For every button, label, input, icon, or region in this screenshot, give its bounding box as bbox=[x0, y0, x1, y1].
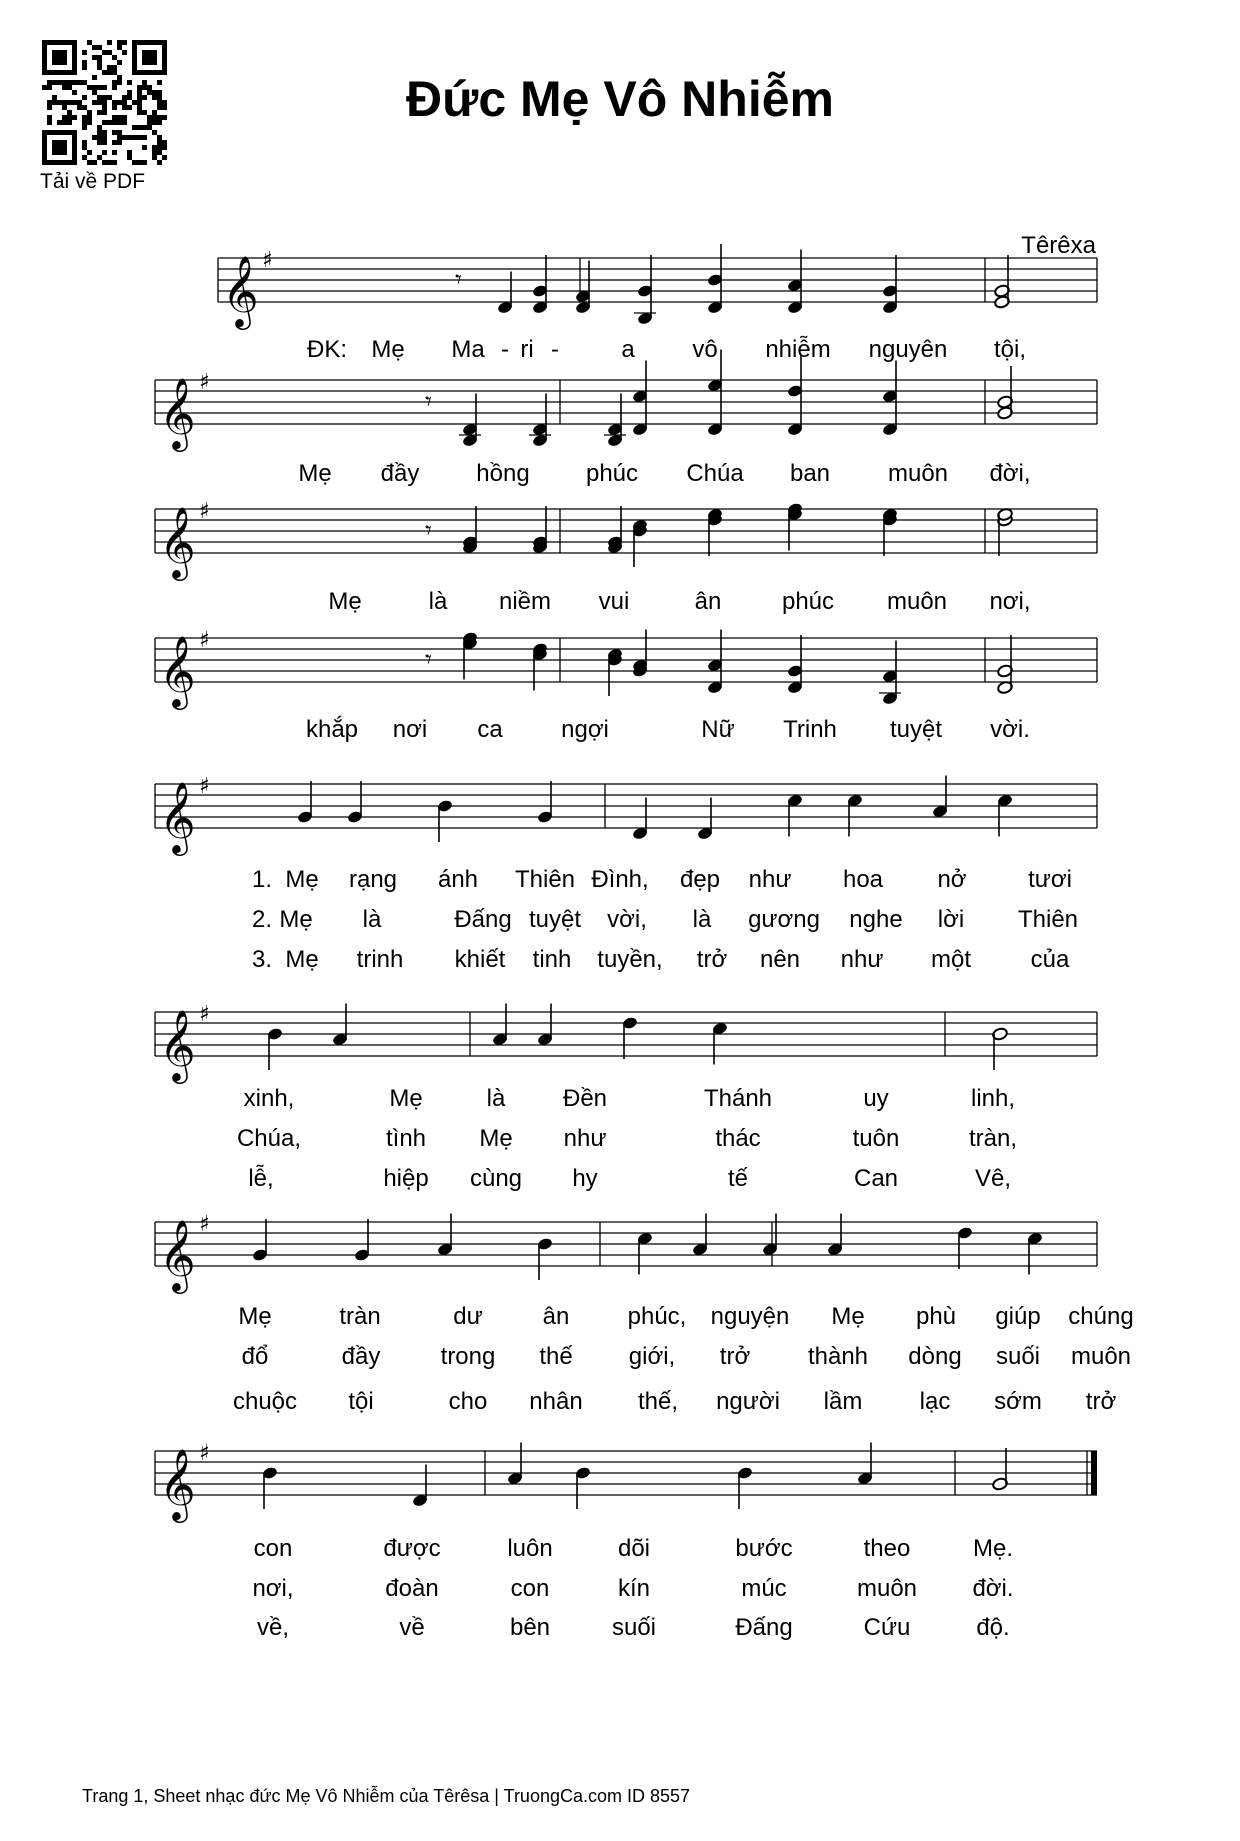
verse-word: giới, bbox=[628, 1343, 676, 1370]
refrain-word: khắp bbox=[305, 716, 359, 743]
verse-word: Thiên bbox=[514, 866, 576, 893]
refrain-word: tội, bbox=[993, 336, 1027, 363]
refrain-word: nhiễm bbox=[765, 336, 831, 363]
page-footer: Trang 1, Sheet nhạc đức Mẹ Vô Nhiễm của Têrêsa | TruongCa.com ID 8557 bbox=[82, 1786, 691, 1806]
verse-word: kín bbox=[617, 1575, 651, 1602]
refrain-word: ri bbox=[520, 336, 534, 363]
verse-word: trở bbox=[696, 946, 728, 973]
verse-word: uy bbox=[863, 1085, 889, 1112]
verse-word: con bbox=[510, 1575, 550, 1602]
verse-word: linh, bbox=[970, 1085, 1016, 1112]
verse-word: như bbox=[840, 946, 884, 973]
refrain-word: Mẹ bbox=[328, 588, 362, 615]
verse-word: lời bbox=[937, 906, 965, 933]
verse-word: nở bbox=[937, 866, 967, 893]
refrain-word: Chúa bbox=[686, 460, 744, 487]
eighth-rest-icon: 𝄾 bbox=[425, 645, 432, 675]
treble-clef-icon: 𝄞 bbox=[159, 1218, 196, 1291]
verse-word: được bbox=[383, 1535, 441, 1562]
verse-word: người bbox=[716, 1388, 780, 1415]
sharp-icon: ♯ bbox=[199, 499, 210, 524]
refrain-word: Mẹ bbox=[298, 460, 332, 487]
sharp-icon: ♯ bbox=[199, 774, 210, 799]
composer-name: Têrêxa bbox=[1021, 232, 1096, 259]
treble-clef-icon: 𝄞 bbox=[159, 634, 196, 707]
sharp-icon: ♯ bbox=[199, 628, 210, 653]
refrain-word: muôn bbox=[886, 588, 948, 615]
verse-word: tình bbox=[385, 1125, 427, 1152]
refrain-word: Nữ bbox=[701, 716, 735, 743]
verse-word: Mẹ bbox=[285, 946, 319, 973]
verse-word: lầm bbox=[823, 1388, 863, 1415]
verse-word: thế, bbox=[637, 1388, 679, 1415]
refrain-word: phúc bbox=[781, 588, 835, 615]
refrain-word: ca bbox=[477, 716, 503, 743]
verse-word: đẹp bbox=[679, 866, 721, 893]
verse-word: trở bbox=[719, 1343, 751, 1370]
page-title: Đức Mẹ Vô Nhiễm bbox=[406, 71, 834, 127]
verse-word: Can bbox=[853, 1165, 899, 1192]
treble-clef-icon: 𝄞 bbox=[159, 780, 196, 853]
refrain-word: Trinh bbox=[783, 716, 837, 743]
refrain-word: phúc bbox=[585, 460, 639, 487]
refrain-word: ngợi bbox=[561, 716, 609, 743]
verse-word: nơi, bbox=[252, 1575, 294, 1602]
treble-clef-icon: 𝄞 bbox=[159, 376, 196, 449]
verse-word: Mẹ bbox=[279, 906, 313, 933]
refrain-word: là bbox=[428, 588, 448, 615]
verse-word: Thiên bbox=[1017, 906, 1079, 933]
verse-word: Mẹ bbox=[479, 1125, 513, 1152]
verse-word: Mẹ bbox=[285, 866, 319, 893]
verse-word: Mẹ bbox=[831, 1303, 865, 1330]
verse-word: theo bbox=[863, 1535, 911, 1562]
verse-word: tràn, bbox=[968, 1125, 1018, 1152]
verse-word: Đấng bbox=[735, 1614, 793, 1641]
verse-word: tội bbox=[348, 1388, 374, 1415]
verse-word: muôn bbox=[856, 1575, 918, 1602]
verse-word: đổ bbox=[241, 1343, 269, 1370]
verse-word: Chúa, bbox=[236, 1125, 302, 1152]
refrain-word: Ma bbox=[451, 336, 485, 363]
verse-word: cho bbox=[448, 1388, 488, 1415]
verse-word: xinh, bbox=[243, 1085, 295, 1112]
verse-word: đời. bbox=[972, 1575, 1014, 1602]
verse-word: về, bbox=[256, 1614, 290, 1641]
sharp-icon: ♯ bbox=[199, 1002, 210, 1027]
verse-word: múc bbox=[741, 1575, 787, 1602]
treble-clef-icon: 𝄞 bbox=[159, 1008, 196, 1081]
eighth-rest-icon: 𝄾 bbox=[425, 516, 432, 546]
verse-word: tuôn bbox=[852, 1125, 900, 1152]
sharp-icon: ♯ bbox=[262, 248, 273, 273]
verse-word: Vê, bbox=[974, 1165, 1012, 1192]
verse-number: 1. bbox=[251, 866, 273, 893]
refrain-word: ân bbox=[694, 588, 722, 615]
verse-word: là bbox=[486, 1085, 506, 1112]
refrain-word: vời. bbox=[990, 716, 1030, 743]
final-barline bbox=[1091, 1451, 1097, 1495]
verse-word: nguyện bbox=[710, 1303, 790, 1330]
refrain-word: đời, bbox=[989, 460, 1031, 487]
verse-word: chúng bbox=[1068, 1303, 1134, 1330]
verse-word: về bbox=[399, 1614, 425, 1641]
verse-word: là bbox=[692, 906, 712, 933]
refrain-word: nơi bbox=[392, 716, 428, 743]
verse-word: Đấng bbox=[454, 906, 512, 933]
verse-word: suối bbox=[611, 1614, 657, 1641]
verse-word: sớm bbox=[994, 1388, 1042, 1415]
verse-word: trong bbox=[440, 1343, 496, 1370]
refrain-word: tuyệt bbox=[889, 716, 943, 743]
verse-word: phúc, bbox=[627, 1303, 687, 1330]
refrain-word: nơi, bbox=[989, 588, 1031, 615]
verse-number: 2. bbox=[251, 906, 273, 933]
verse-word: tuyền, bbox=[597, 946, 663, 973]
verse-word: dòng bbox=[908, 1343, 962, 1370]
verse-word: tinh bbox=[532, 946, 572, 973]
verse-word: suối bbox=[995, 1343, 1041, 1370]
refrain-word: vô bbox=[692, 336, 718, 363]
refrain-word: hồng bbox=[476, 460, 530, 487]
verse-word: hy bbox=[572, 1165, 598, 1192]
verse-word: tươi bbox=[1028, 866, 1072, 893]
verse-word: hiệp bbox=[383, 1165, 429, 1192]
verse-word: Cứu bbox=[863, 1614, 911, 1641]
verse-word: chuộc bbox=[232, 1388, 298, 1415]
refrain-word: a bbox=[621, 336, 635, 363]
verse-word: lạc bbox=[919, 1388, 951, 1415]
verse-word: nhân bbox=[529, 1388, 583, 1415]
verse-word: Thánh bbox=[703, 1085, 773, 1112]
verse-word: tế bbox=[727, 1165, 749, 1192]
verse-word: Mẹ. bbox=[972, 1535, 1014, 1562]
verse-word: như bbox=[748, 866, 792, 893]
refrain-word: Mẹ bbox=[371, 336, 405, 363]
verse-word: độ. bbox=[976, 1614, 1010, 1641]
refrain-label: ĐK: bbox=[306, 336, 348, 363]
verse-word: khiết bbox=[454, 946, 506, 973]
verse-word: một bbox=[930, 946, 972, 973]
treble-clef-icon: 𝄞 bbox=[222, 254, 259, 327]
verse-word: là bbox=[362, 906, 382, 933]
verse-word: bước bbox=[735, 1535, 793, 1562]
verse-word: tuyệt bbox=[528, 906, 582, 933]
refrain-word: đầy bbox=[380, 460, 420, 487]
verse-word: bên bbox=[509, 1614, 551, 1641]
verse-word: thế bbox=[539, 1343, 573, 1370]
verse-word: hoa bbox=[842, 866, 884, 893]
refrain-word: muôn bbox=[887, 460, 949, 487]
refrain-word: - bbox=[501, 336, 509, 363]
eighth-rest-icon: 𝄾 bbox=[425, 387, 432, 417]
verse-word: rạng bbox=[348, 866, 398, 893]
verse-word: giúp bbox=[995, 1303, 1041, 1330]
verse-word: gương bbox=[748, 906, 820, 933]
refrain-word: - bbox=[551, 336, 559, 363]
verse-word: thành bbox=[807, 1343, 869, 1370]
refrain-word: vui bbox=[598, 588, 630, 615]
verse-word: thác bbox=[715, 1125, 761, 1152]
verse-word: muôn bbox=[1070, 1343, 1132, 1370]
verse-word: trở bbox=[1085, 1388, 1117, 1415]
refrain-word: niềm bbox=[498, 588, 552, 615]
verse-word: dư bbox=[453, 1303, 483, 1330]
treble-clef-icon: 𝄞 bbox=[159, 1447, 196, 1520]
verse-word: cùng bbox=[469, 1165, 523, 1192]
verse-word: đoàn bbox=[385, 1575, 439, 1602]
verse-word: luôn bbox=[507, 1535, 553, 1562]
verse-word: Mẹ bbox=[389, 1085, 423, 1112]
sharp-icon: ♯ bbox=[199, 1441, 210, 1466]
verse-word: Đền bbox=[562, 1085, 608, 1112]
verse-word: lễ, bbox=[248, 1165, 274, 1192]
download-pdf-link[interactable]: Tải về PDF bbox=[40, 170, 146, 193]
verse-word: nên bbox=[759, 946, 801, 973]
verse-word: con bbox=[253, 1535, 293, 1562]
verse-word: vời, bbox=[607, 906, 647, 933]
treble-clef-icon: 𝄞 bbox=[159, 505, 196, 578]
verse-word: phù bbox=[915, 1303, 957, 1330]
verse-word: dõi bbox=[617, 1535, 651, 1562]
sharp-icon: ♯ bbox=[199, 1212, 210, 1237]
verse-word: Đình, bbox=[591, 866, 649, 893]
verse-word: nghe bbox=[849, 906, 903, 933]
verse-word: ánh bbox=[437, 866, 479, 893]
sharp-icon: ♯ bbox=[199, 370, 210, 395]
refrain-word: ban bbox=[789, 460, 831, 487]
verse-number: 3. bbox=[251, 946, 273, 973]
verse-word: tràn bbox=[339, 1303, 381, 1330]
verse-word: của bbox=[1030, 946, 1070, 973]
refrain-word: nguyên bbox=[868, 336, 948, 363]
verse-word: Mẹ bbox=[238, 1303, 272, 1330]
verse-word: như bbox=[563, 1125, 607, 1152]
verse-word: trinh bbox=[356, 946, 404, 973]
verse-word: đầy bbox=[341, 1343, 381, 1370]
verse-word: ân bbox=[542, 1303, 570, 1330]
eighth-rest-icon: 𝄾 bbox=[455, 265, 462, 295]
